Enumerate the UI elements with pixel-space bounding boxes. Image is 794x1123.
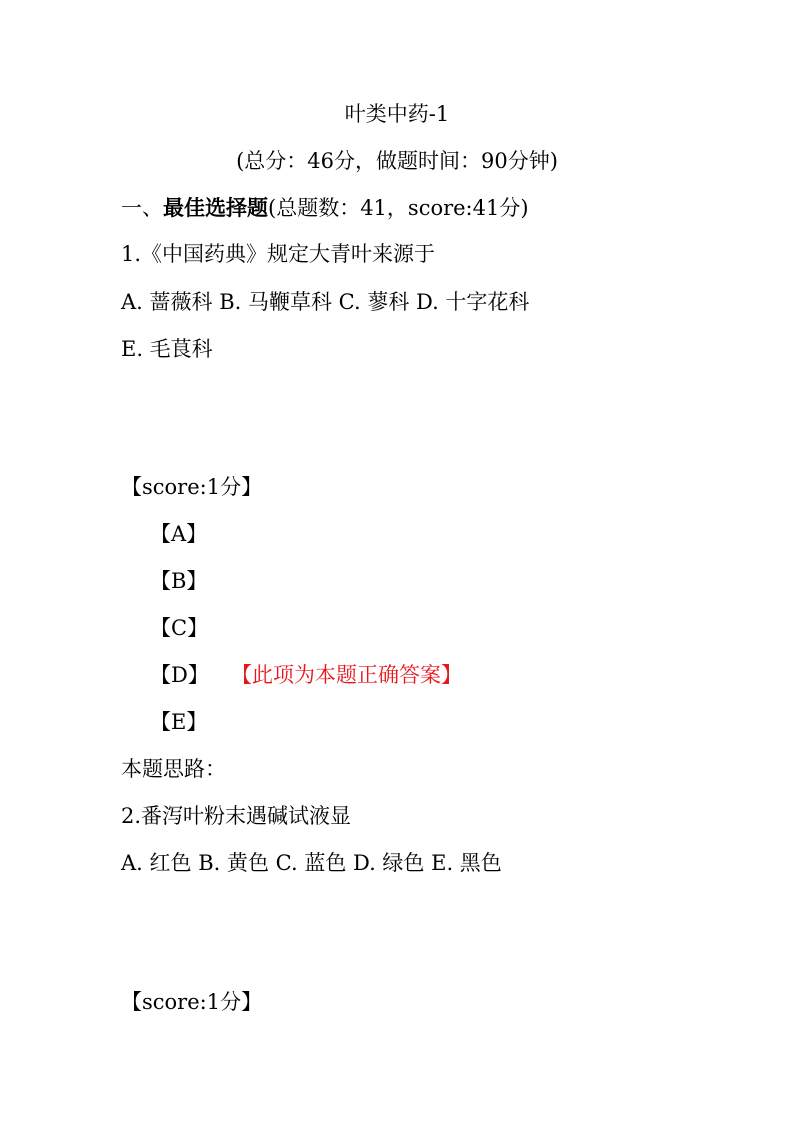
section-name: 最佳选择题 [163, 196, 268, 220]
section-info: (总题数：41，score:41分) [268, 196, 529, 220]
question-1-stem: 1.《中国药典》规定大青叶来源于 [121, 242, 436, 266]
choice-d[interactable]: 【D】 [150, 663, 209, 687]
correct-answer-marker: 【此项为本题正确答案】 [231, 663, 462, 687]
question-1-options-line-1: A. 蔷薇科 B. 马鞭草科 C. 蓼科 D. 十字花科 [121, 290, 530, 314]
choice-a[interactable]: 【A】 [150, 522, 208, 546]
choice-e[interactable]: 【E】 [150, 710, 208, 734]
choice-c[interactable]: 【C】 [150, 616, 209, 640]
question-1-analysis: 本题思路： [121, 757, 226, 781]
question-1-score: 【score:1分】 [121, 475, 263, 499]
question-1-options-line-2: E. 毛茛科 [121, 337, 213, 361]
question-2-stem: 2.番泻叶粉末遇碱试液显 [121, 804, 352, 828]
document-title: 叶类中药-1 [344, 102, 450, 126]
question-2-options: A. 红色 B. 黄色 C. 蓝色 D. 绿色 E. 黑色 [121, 851, 502, 875]
question-2-score: 【score:1分】 [121, 990, 263, 1014]
section-number: 一、 [121, 196, 163, 220]
section-header [121, 194, 529, 222]
choice-b[interactable]: 【B】 [150, 569, 208, 593]
exam-summary: (总分：46分，做题时间：90分钟) [236, 149, 558, 173]
